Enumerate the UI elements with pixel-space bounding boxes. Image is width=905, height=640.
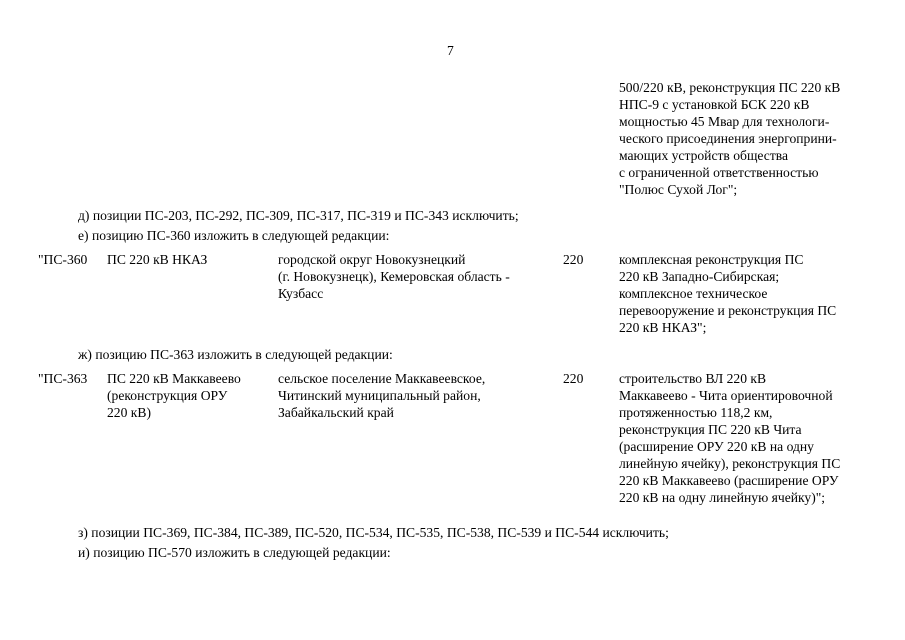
text-line: (расширение ОРУ 220 кВ на одну xyxy=(619,439,814,454)
text-line: 500/220 кВ, реконструкция ПС 220 кВ xyxy=(619,80,841,95)
text-line: комплексная реконструкция ПС xyxy=(619,252,804,267)
text-line: 220 кВ НКАЗ"; xyxy=(619,320,707,335)
paragraph-z: з) позиции ПС-369, ПС-384, ПС-389, ПС-520, ПС-534, ПС-535, ПС-538, ПС-539 и ПС-544 исключить; xyxy=(78,525,669,540)
row-name xyxy=(107,251,207,268)
row-code: "ПС-363 xyxy=(38,371,88,386)
paragraph-e: е) позицию ПС-360 изложить в следующей редакции: xyxy=(78,228,390,243)
text-line: строительство ВЛ 220 кВ xyxy=(619,371,767,386)
row-description xyxy=(619,370,840,506)
row-location xyxy=(278,370,485,421)
text-line: 220 кВ Маккавеево (расширение ОРУ xyxy=(619,473,839,488)
text-line: линейную ячейку), реконструкция ПС xyxy=(619,456,841,471)
text-line: протяженностью 118,2 км, xyxy=(619,405,773,420)
row-voltage: 220 xyxy=(563,371,584,386)
text-line: мощностью 45 Мвар для технологи- xyxy=(619,114,830,129)
row-voltage: 220 xyxy=(563,252,584,267)
text-line: комплексное техническое xyxy=(619,286,768,301)
text-line: ческого присоединения энергоприни- xyxy=(619,131,837,146)
text-line: 220 кВ на одну линейную ячейку)"; xyxy=(619,490,826,505)
text-line: реконструкция ПС 220 кВ Чита xyxy=(619,422,802,437)
page-number: 7 xyxy=(447,43,454,58)
text-line: сельское поселение Маккавеевское, xyxy=(278,371,486,386)
paragraph-d: д) позиции ПС-203, ПС-292, ПС-309, ПС-317, ПС-319 и ПС-343 исключить; xyxy=(78,208,519,223)
text-line: перевооружение и реконструкция ПС xyxy=(619,303,837,318)
text-line: Кузбасс xyxy=(278,286,324,301)
text-line: Забайкальский край xyxy=(278,405,394,420)
text-line: мающих устройств общества xyxy=(619,148,789,163)
row-name xyxy=(107,370,241,421)
text-line: 220 кВ Западно-Сибирская; xyxy=(619,269,780,284)
text-line: 220 кВ) xyxy=(107,405,151,420)
text-line: (реконструкция ОРУ xyxy=(107,388,228,403)
text-line: (г. Новокузнецк), Кемеровская область - xyxy=(278,269,510,284)
text-line: городской округ Новокузнецкий xyxy=(278,252,466,267)
text-line: "Полюс Сухой Лог"; xyxy=(619,182,738,197)
row-description xyxy=(619,251,836,336)
text-line: с ограниченной ответственностью xyxy=(619,165,819,180)
text-line: Читинский муниципальный район, xyxy=(278,388,481,403)
continuation-cell xyxy=(619,79,840,198)
row-code: "ПС-360 xyxy=(38,252,88,267)
paragraph-i: и) позицию ПС-570 изложить в следующей редакции: xyxy=(78,545,391,560)
text-line: ПС 220 кВ НКАЗ xyxy=(107,252,208,267)
text-line: НПС-9 с установкой БСК 220 кВ xyxy=(619,97,810,112)
text-line: Маккавеево - Чита ориентировочной xyxy=(619,388,833,403)
row-location xyxy=(278,251,510,302)
paragraph-zh: ж) позицию ПС-363 изложить в следующей редакции: xyxy=(78,347,393,362)
text-line: ПС 220 кВ Маккавеево xyxy=(107,371,241,386)
